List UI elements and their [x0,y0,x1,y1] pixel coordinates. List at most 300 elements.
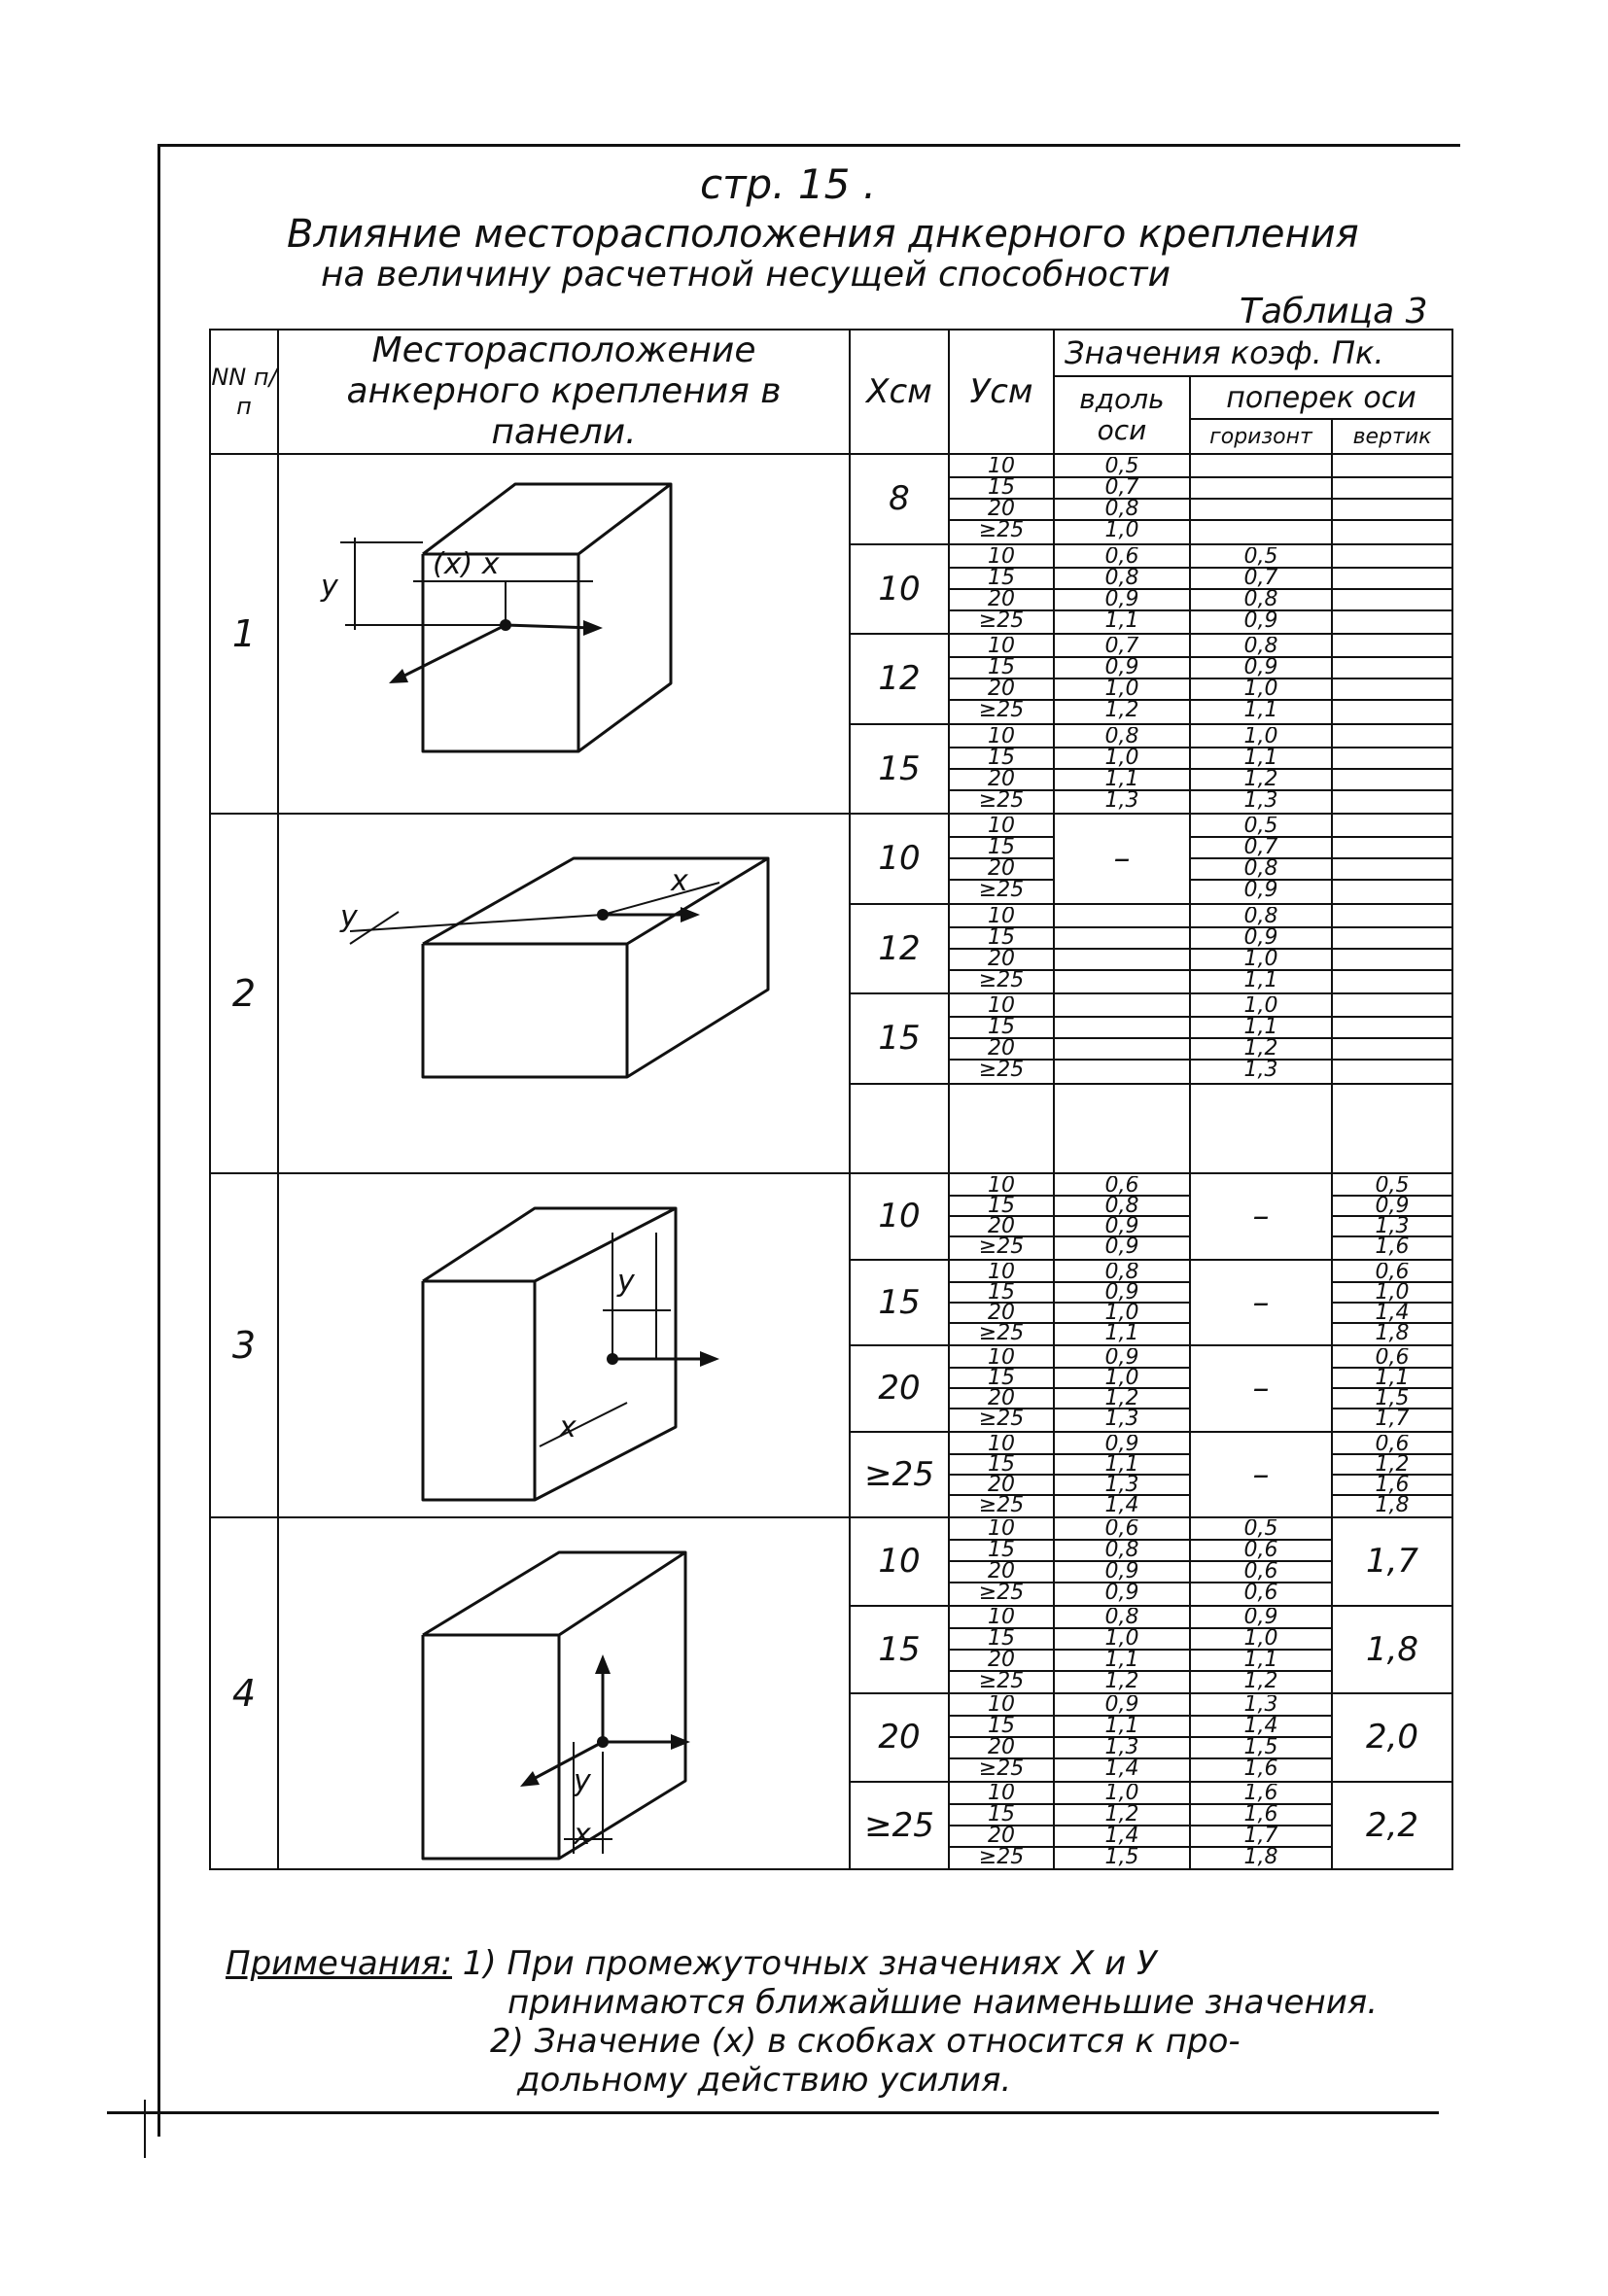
cell-value: 0,9 [1333,1196,1451,1216]
cell-value [1333,457,1451,477]
vert-merged: 1,8 [1332,1606,1452,1694]
cell-value: ≥25 [978,1236,1025,1257]
cell-value [1333,769,1451,790]
row-number: 2 [210,814,278,1173]
cell-value: 1,2 [1333,1454,1451,1475]
cell-value [1055,1060,1189,1080]
sub-values [950,1608,1053,1691]
cell-value [1191,499,1331,520]
y-values [949,724,1054,815]
cell-value: 1,1 [1191,748,1331,769]
table-row [210,1517,1452,1606]
cell-value: 0,5 [1191,1519,1331,1540]
cell-value: 10 [950,1176,1053,1196]
cell-value: 10 [950,1608,1053,1628]
y-label: y [574,1764,591,1798]
cell-value: ≥25 [978,1758,1025,1780]
arrow-head [520,1771,540,1787]
cell-value: 1,0 [1191,678,1331,700]
y-values [949,1606,1054,1694]
sub-values [950,817,1053,900]
panel-diagram-3 [282,1174,846,1513]
cell-value: 20 [950,1561,1053,1583]
cell-value: 0,7 [1191,568,1331,589]
horiz-values [1190,454,1332,544]
note-1b: принимаются ближайшие наименьшие значения. [507,1983,1379,2022]
cell-value: 1,2 [1104,700,1139,721]
sub-values [1191,457,1331,540]
cell-value: 1,1 [1055,1650,1189,1671]
sub-values [1191,1784,1331,1867]
panel-edge [559,1552,685,1635]
sub-values [1055,1695,1189,1779]
y-values [949,1517,1054,1606]
vert-values [1332,544,1452,635]
cell-value: 15 [950,657,1053,678]
horiz-values [1190,1517,1332,1606]
cell-value [1333,790,1451,811]
x-value: 15 [850,993,949,1084]
cell-value: 1,3 [1333,1216,1451,1236]
title-line-2: на величину расчетной несущей способности [321,255,1171,295]
bottom-line [107,2111,1439,2114]
panel-edge [627,858,768,944]
cell-value: 0,8 [1191,907,1331,927]
cell-value [1055,907,1189,927]
cell-value: 10 [950,817,1053,837]
y-values [949,634,1054,724]
cell-value: 1,3 [1104,1409,1139,1429]
vert-values [1332,814,1452,904]
cell-value: 1,6 [1333,1475,1451,1495]
cell-value [1055,1017,1189,1038]
cell-value: 1,6 [1243,1758,1278,1780]
panel-edge [578,484,671,554]
y-values [949,904,1054,994]
header-horiz: горизонт [1190,419,1332,454]
cell-value [1333,996,1451,1017]
cell-value: 1,1 [1104,609,1139,631]
cell-value: 0,8 [1191,858,1331,880]
cell-value: ≥25 [978,880,1025,901]
x-label: x [671,864,688,898]
header-nn: NN п/п [210,330,278,454]
cell-value: 20 [950,949,1053,970]
horiz-values [1190,1084,1332,1174]
cell-value: 10 [950,547,1053,568]
x-value: 10 [850,814,949,904]
cell-value: 1,1 [1055,1716,1189,1737]
cell-value: 1,4 [1055,1826,1189,1847]
x-label: x [574,1818,591,1852]
bottom-stub [144,2100,146,2158]
cell-value: ≥25 [978,1846,1025,1867]
sub-values [1333,547,1451,631]
header-x: Хсм [850,330,949,454]
cell-value: 20 [950,769,1053,790]
cell-value: 0,9 [1055,1561,1189,1583]
cell-value: 1,3 [1243,789,1278,811]
cell-value: 10 [950,727,1053,748]
sub-values [1191,907,1331,991]
sub-values [1333,996,1451,1080]
cell-value: 10 [950,1519,1053,1540]
cell-value: 1,4 [1104,1494,1139,1514]
y-values [949,1173,1054,1260]
cell-value: 0,8 [1055,1608,1189,1628]
cell-value: 1,2 [1191,769,1331,790]
cell-value: 0,7 [1191,837,1331,858]
arrow-head [700,1351,719,1367]
cell-value: 15 [950,477,1053,499]
arrow-head [389,669,408,683]
cell-value: 1,2 [1104,1670,1139,1691]
cell-value: 1,2 [1055,1804,1189,1826]
panel-diagram-1 [282,455,846,809]
x-value: ≥25 [850,1432,949,1518]
cell-value: 20 [950,1216,1053,1236]
sub-values [950,1263,1053,1342]
x-value: 20 [850,1693,949,1782]
sub-values [1191,727,1331,811]
y-values [949,1084,1054,1174]
cell-value: ≥25 [978,1060,1025,1081]
row-number: 3 [210,1173,278,1517]
cell-value [1333,858,1451,880]
cell-value [1191,520,1331,540]
x-value: 12 [850,634,949,724]
cell-value: 0,9 [1055,1282,1189,1303]
cell-value: 1,5 [1191,1737,1331,1758]
horiz-merged: – [1190,1260,1332,1346]
along-values [1054,993,1190,1084]
cell-value: 1,1 [1191,1017,1331,1038]
cell-value: 1,7 [1375,1409,1410,1429]
y-values [949,1260,1054,1346]
cell-value: 15 [950,1017,1053,1038]
sub-values [1055,1263,1189,1342]
cell-value [1055,927,1189,949]
cell-value: 1,0 [1055,1784,1189,1804]
cell-value: 0,6 [1191,1540,1331,1561]
arrow-head [595,1654,611,1674]
header-y: Усм [949,330,1054,454]
cell-value [1055,996,1189,1017]
y-values [949,1782,1054,1870]
cell-value: 20 [950,499,1053,520]
header-coef: Значения коэф. Пк. [1054,330,1452,376]
cell-value [1333,1060,1451,1080]
cell-value [1333,678,1451,700]
cell-value: 1,0 [1055,1628,1189,1650]
horiz-values [1190,724,1332,815]
panel-edge [423,554,578,751]
cell-value: 1,6 [1191,1804,1331,1826]
y-label: y [617,1265,635,1299]
cell-value: 20 [950,678,1053,700]
y-values [949,1345,1054,1432]
cell-value: 0,9 [1055,1435,1189,1454]
sub-values [1055,547,1189,631]
x-value: 8 [850,454,949,544]
cell-value: 10 [950,1695,1053,1716]
sub-values [1333,907,1451,991]
cell-value: 1,4 [1333,1303,1451,1323]
sub-values [950,1176,1053,1256]
along-merged: – [1054,814,1190,904]
cell-value: 0,8 [1055,499,1189,520]
cell-value: 0,9 [1104,1236,1139,1257]
x-value: 12 [850,904,949,994]
cell-value [1333,970,1451,991]
panel-outline [423,1552,685,1859]
notes-heading: Примечания: [226,1944,452,1983]
cell-value [1333,949,1451,970]
cell-value: 1,8 [1243,1846,1278,1867]
y-values [949,544,1054,635]
sub-values [1191,637,1331,720]
cell-value: 20 [950,1388,1053,1409]
sub-values [950,1519,1053,1603]
cell-value: 10 [950,996,1053,1017]
cell-value: 1,4 [1191,1716,1331,1737]
cell-value: 0,8 [1055,1263,1189,1282]
horiz-values [1190,544,1332,635]
cell-value [1333,520,1451,540]
horiz-merged: – [1190,1173,1332,1260]
horiz-merged: – [1190,1432,1332,1518]
vert-values [1332,993,1452,1084]
cell-value: 15 [950,927,1053,949]
cell-value: 0,9 [1243,880,1278,901]
cell-value: 15 [950,1628,1053,1650]
cell-value [1333,700,1451,720]
cell-value: 0,6 [1243,1583,1278,1604]
cell-value: 15 [950,568,1053,589]
sub-values [950,1435,1053,1514]
frame-left-line [157,144,160,2137]
cell-value: 1,0 [1055,748,1189,769]
cell-value: 0,8 [1191,589,1331,610]
y-values [949,993,1054,1084]
along-values [1054,454,1190,544]
y-values [949,1693,1054,1782]
sub-values [1191,1519,1331,1603]
note-2b: дольному действию усилия. [517,2061,1012,2100]
dimension-line [350,915,603,931]
cell-value [1333,927,1451,949]
cell-value: 20 [950,1038,1053,1060]
vert-merged: 2,0 [1332,1693,1452,1782]
vert-merged: 1,7 [1332,1517,1452,1606]
cell-value: 0,6 [1333,1263,1451,1282]
vert-values [1332,1432,1452,1518]
y-label: y [321,570,338,604]
diagram-cell [278,454,850,814]
sub-values [1191,547,1331,631]
table-number: Таблица 3 [1240,292,1428,331]
along-values [1054,1693,1190,1782]
x-value: 15 [850,724,949,815]
cell-value: ≥25 [978,1494,1025,1514]
horiz-values [1190,1606,1332,1694]
cell-value: 1,0 [1104,520,1139,541]
x-value: 10 [850,1173,949,1260]
note-1a: 1) При промежуточных значениях X и У [462,1944,1157,1983]
horiz-values [1190,634,1332,724]
cell-value: 0,9 [1055,1216,1189,1236]
cell-value [1333,657,1451,678]
sub-values [1191,1608,1331,1691]
panel-diagram-4 [282,1518,846,1864]
cell-value [1333,1038,1451,1060]
force-arrow [530,1742,603,1781]
cell-value [1333,907,1451,927]
notes-block [226,1944,1378,2100]
cell-value [1055,1038,1189,1060]
cell-value: ≥25 [978,520,1025,541]
cell-value: 0,7 [1055,637,1189,657]
cell-value: ≥25 [978,700,1025,721]
cell-value: 1,0 [1055,1368,1189,1388]
cell-value: 1,3 [1055,1475,1189,1495]
cell-value: 0,5 [1055,457,1189,477]
cell-value: 0,9 [1104,1583,1139,1604]
sub-values [950,996,1053,1080]
cell-value: 1,6 [1191,1784,1331,1804]
arrow-head [671,1734,690,1750]
vert-values [1332,1084,1452,1174]
cell-value: 10 [950,457,1053,477]
cell-value: 10 [950,1263,1053,1282]
sub-values [950,727,1053,811]
along-values [1054,1606,1190,1694]
along-values [1054,634,1190,724]
cell-value: 15 [950,748,1053,769]
sub-values [950,547,1053,631]
cell-value [1055,970,1189,991]
cell-value: 0,7 [1055,477,1189,499]
cell-value: 1,4 [1104,1758,1139,1780]
cell-value: 0,8 [1055,1540,1189,1561]
x-value: 20 [850,1345,949,1432]
vert-values [1332,1345,1452,1432]
sub-values [950,637,1053,720]
cell-value [1333,477,1451,499]
cell-value: 1,3 [1191,1695,1331,1716]
note-2a: 2) Значение (х) в скобках относится к про- [490,2022,1241,2061]
panel-edge [423,1635,559,1859]
cell-value: 0,9 [1055,1348,1189,1368]
cell-value: ≥25 [978,609,1025,631]
y-values [949,1432,1054,1518]
cell-value: ≥25 [978,1322,1025,1342]
sub-values [1191,996,1331,1080]
vert-values [1332,724,1452,815]
x-value: 15 [850,1606,949,1694]
cell-value [1333,637,1451,657]
cell-value: 20 [950,1303,1053,1323]
cell-value [1333,748,1451,769]
cell-value: 1,5 [1333,1388,1451,1409]
cell-value: 1,0 [1191,949,1331,970]
sub-values [1055,637,1189,720]
cell-value: ≥25 [978,969,1025,991]
cell-value: 0,6 [1055,1176,1189,1196]
horiz-values [1190,1782,1332,1870]
horiz-values [1190,904,1332,994]
cell-value [1333,499,1451,520]
cell-value: 0,5 [1191,547,1331,568]
diagram-cell [278,1173,850,1517]
sub-values [950,907,1053,991]
header-vert: вертик [1332,419,1452,454]
arrow-head [583,620,603,636]
cell-value: 1,0 [1055,1303,1189,1323]
vert-merged: 2,2 [1332,1782,1452,1870]
anchor-point [597,1736,609,1748]
cell-value: 1,1 [1055,1454,1189,1475]
along-values [1054,1345,1190,1432]
cell-value: 1,1 [1333,1368,1451,1388]
cell-value [1333,727,1451,748]
sub-values [1333,727,1451,811]
x-value [850,1084,949,1174]
cell-value: 0,9 [1055,657,1189,678]
cell-value: 0,9 [1191,657,1331,678]
x-label: x [559,1410,577,1444]
panel-outline [423,1208,676,1500]
sub-values [1055,727,1189,811]
row-number: 1 [210,454,278,814]
cell-value: 1,6 [1375,1236,1410,1257]
cell-value: 0,6 [1333,1348,1451,1368]
cell-value: 1,2 [1191,1038,1331,1060]
sub-values [1333,1176,1451,1256]
sub-values [950,1695,1053,1779]
cell-value: 10 [950,1435,1053,1454]
cell-value: 15 [950,1454,1053,1475]
x-value: 10 [850,544,949,635]
horiz-merged: – [1190,1345,1332,1432]
sub-values [1333,457,1451,540]
cell-value: 0,9 [1055,589,1189,610]
cell-value: 1,0 [1191,727,1331,748]
cell-value: 1,0 [1191,1628,1331,1650]
diagram-cell [278,1517,850,1869]
sub-values [1191,817,1331,900]
sub-values [1055,1176,1189,1256]
arrow-head [681,907,700,922]
cell-value: 1,8 [1375,1494,1410,1514]
vert-values [1332,1260,1452,1346]
along-values [1054,724,1190,815]
horiz-values [1190,814,1332,904]
cell-value [1333,880,1451,900]
sub-values [1333,1348,1451,1428]
sub-values [1333,817,1451,900]
frame-top-line [157,144,1460,147]
cell-value: 1,2 [1243,1670,1278,1691]
cell-value: 1,2 [1055,1388,1189,1409]
vert-values [1332,454,1452,544]
cell-value [1333,547,1451,568]
cell-value: 20 [950,858,1053,880]
cell-value: 1,8 [1375,1322,1410,1342]
table-row [210,454,1452,544]
cell-value: ≥25 [978,1583,1025,1604]
sub-values [950,457,1053,540]
